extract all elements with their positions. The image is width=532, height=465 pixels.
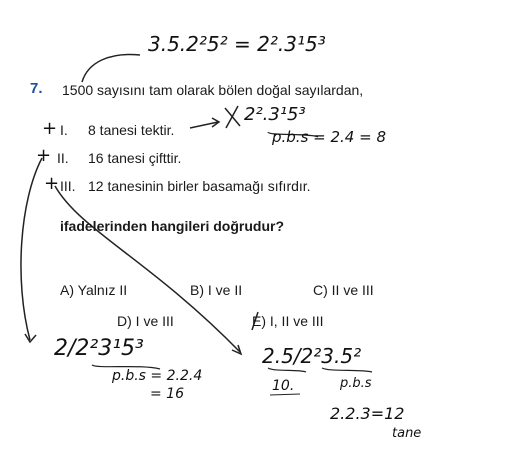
handwritten-note-3-word: tane [392, 426, 422, 441]
question-number: 7. [30, 80, 43, 97]
option-d[interactable] [117, 313, 174, 329]
option-e-text: I, II ve III [269, 313, 324, 329]
statement-3-text: 12 tanesinin birler basamağı sıfırdır. [88, 178, 311, 194]
handwritten-note-1-factor: 2².3¹5³ [244, 104, 306, 125]
handwritten-note-3-under-left: 10. [272, 378, 295, 394]
statement-3-roman: III. [60, 178, 76, 194]
statement-1-text: 8 tanesi tektir. [88, 122, 175, 138]
statement-2-roman: II. [57, 150, 69, 166]
option-c-letter: C) [313, 282, 328, 298]
option-b-text: I ve II [207, 282, 243, 298]
option-c[interactable] [313, 282, 374, 298]
handwritten-mark-1: + [42, 118, 58, 139]
option-b[interactable] [190, 282, 242, 298]
handwritten-note-3-factor: 2.5/2²3.5² [262, 344, 362, 368]
question-stem: 1500 sayısını tam olarak bölen doğal sayılardan, [62, 82, 364, 98]
question-prompt: ifadelerinden hangileri doğrudur? [60, 218, 285, 234]
handwritten-note-1-calc: p.b.s = 2.4 = 8 [272, 128, 387, 146]
option-c-text: II ve III [331, 282, 374, 298]
option-b-letter: B) [190, 282, 204, 298]
option-e[interactable] [252, 313, 324, 329]
cross-mark [225, 106, 240, 128]
handwritten-note-3-calc: 2.2.3=12 [330, 404, 405, 423]
arrow-statement-2 [21, 158, 42, 340]
arrow-curve-top [82, 54, 140, 82]
option-e-letter: E) [252, 313, 266, 329]
handwritten-mark-2: + [36, 145, 52, 166]
option-d-text: I ve III [135, 313, 174, 329]
handwritten-note-2-factor: 2/2²3¹5³ [54, 336, 144, 361]
handwritten-note-2-calc: p.b.s = 2.2.4 [112, 368, 203, 384]
option-a[interactable] [60, 282, 127, 298]
handwritten-note-2-result: = 16 [150, 386, 184, 402]
underbrace-3a [268, 368, 306, 372]
statement-1-roman: I. [60, 122, 68, 138]
handwritten-mark-3: + [44, 173, 60, 194]
option-d-letter: D) [117, 313, 132, 329]
handwritten-factorization: 3.5.2²5² = 2².3¹5³ [148, 32, 326, 56]
statement-2-text: 16 tanesi çifttir. [88, 150, 182, 166]
option-a-letter: A) [60, 282, 74, 298]
option-a-text: Yalnız II [77, 282, 128, 298]
handwritten-note-3-under-right: p.b.s [340, 376, 372, 391]
underbrace-3b [322, 368, 372, 372]
